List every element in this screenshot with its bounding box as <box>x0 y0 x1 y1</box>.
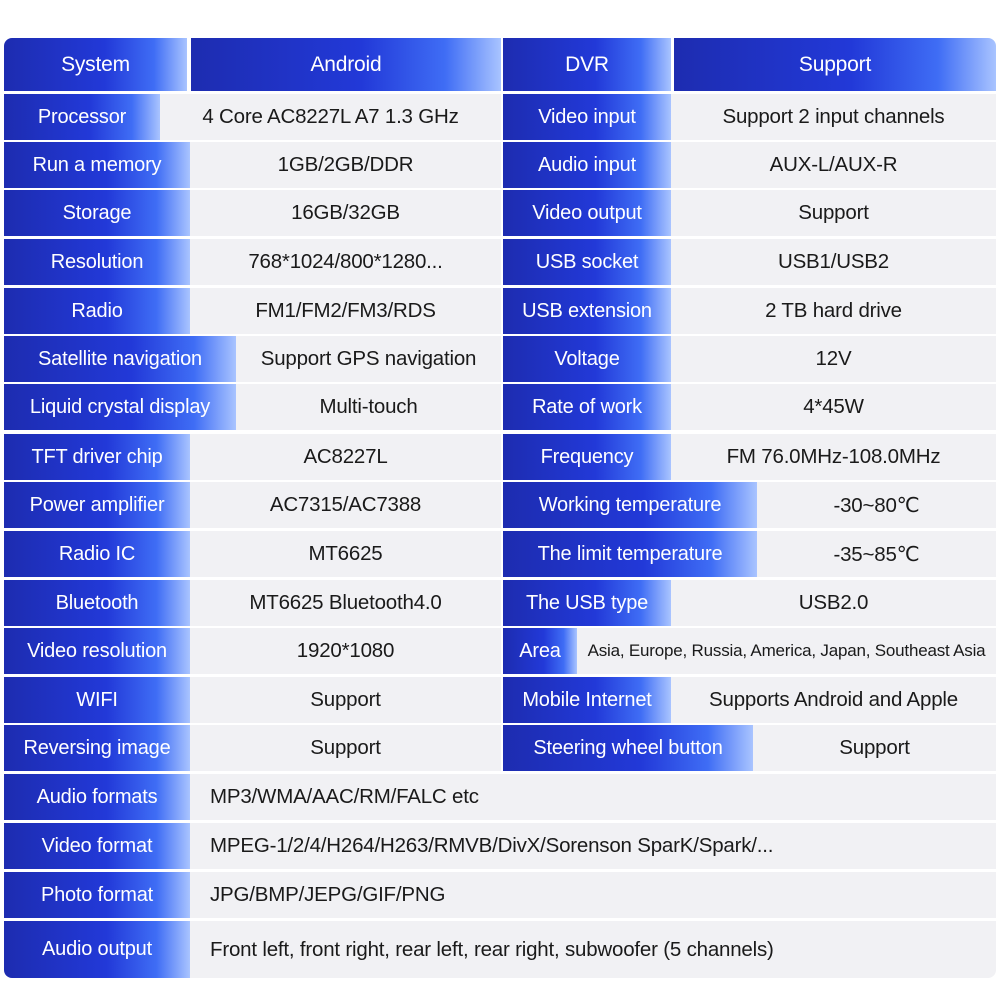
spec-label: Reversing image <box>4 725 190 771</box>
spec-value: Support GPS navigation <box>236 336 501 382</box>
spec-label: Audio output <box>4 921 190 978</box>
spec-label: Power amplifier <box>4 482 190 528</box>
spec-value: AC8227L <box>190 434 501 480</box>
header-system: System <box>4 38 187 91</box>
spec-value: FM 76.0MHz-108.0MHz <box>671 434 996 480</box>
header-android: Android <box>191 38 501 91</box>
spec-value: Asia, Europe, Russia, America, Japan, Southeast Asia <box>577 628 996 674</box>
spec-label: Run a memory <box>4 142 190 188</box>
spec-label: Video format <box>4 823 190 869</box>
spec-value: Support <box>190 725 501 771</box>
spec-label: Audio input <box>503 142 671 188</box>
spec-value: Multi-touch <box>236 384 501 430</box>
spec-label: Rate of work <box>503 384 671 430</box>
spec-value: Support <box>753 725 996 771</box>
header-dvr: DVR <box>503 38 671 91</box>
spec-value: MPEG-1/2/4/H264/H263/RMVB/DivX/Sorenson SparK/Spark/... <box>190 823 996 869</box>
spec-label: TFT driver chip <box>4 434 190 480</box>
spec-label: Bluetooth <box>4 580 190 626</box>
spec-label: Area <box>503 628 577 674</box>
spec-label: Video output <box>503 190 671 236</box>
spec-label: USB extension <box>503 288 671 334</box>
spec-value: -35~85℃ <box>757 531 996 577</box>
spec-label: Satellite navigation <box>4 336 236 382</box>
spec-value: MP3/WMA/AAC/RM/FALC etc <box>190 774 996 820</box>
spec-value: AUX-L/AUX-R <box>671 142 996 188</box>
spec-value: Support <box>671 190 996 236</box>
spec-value: 1GB/2GB/DDR <box>190 142 501 188</box>
spec-value: Support <box>190 677 501 723</box>
spec-label: Radio IC <box>4 531 190 577</box>
spec-label: Resolution <box>4 239 190 285</box>
spec-value: 1920*1080 <box>190 628 501 674</box>
spec-label: Radio <box>4 288 190 334</box>
spec-label: WIFI <box>4 677 190 723</box>
spec-label: Storage <box>4 190 190 236</box>
spec-label: The USB type <box>503 580 671 626</box>
spec-label: Video resolution <box>4 628 190 674</box>
spec-label: The limit temperature <box>503 531 757 577</box>
spec-label: Audio formats <box>4 774 190 820</box>
spec-value: -30~80℃ <box>757 482 996 528</box>
spec-value: AC7315/AC7388 <box>190 482 501 528</box>
spec-label: Photo format <box>4 872 190 918</box>
spec-label: Mobile Internet <box>503 677 671 723</box>
spec-value: 4*45W <box>671 384 996 430</box>
spec-value: MT6625 Bluetooth4.0 <box>190 580 501 626</box>
spec-label: Steering wheel button <box>503 725 753 771</box>
spec-value: 4 Core AC8227L A7 1.3 GHz <box>160 94 501 140</box>
spec-label: Working temperature <box>503 482 757 528</box>
spec-value: 12V <box>671 336 996 382</box>
spec-value: USB1/USB2 <box>671 239 996 285</box>
spec-label: Frequency <box>503 434 671 480</box>
spec-value: 768*1024/800*1280... <box>190 239 501 285</box>
spec-value: Supports Android and Apple <box>671 677 996 723</box>
spec-label: USB socket <box>503 239 671 285</box>
spec-label: Video input <box>503 94 671 140</box>
spec-value: JPG/BMP/JEPG/GIF/PNG <box>190 872 996 918</box>
spec-value: Front left, front right, rear left, rear right, subwoofer (5 channels) <box>190 921 996 978</box>
spec-value: 16GB/32GB <box>190 190 501 236</box>
spec-label: Processor <box>4 94 160 140</box>
spec-label: Voltage <box>503 336 671 382</box>
spec-value: FM1/FM2/FM3/RDS <box>190 288 501 334</box>
header-support: Support <box>674 38 996 91</box>
spec-table <box>4 38 996 978</box>
spec-value: USB2.0 <box>671 580 996 626</box>
spec-value: MT6625 <box>190 531 501 577</box>
spec-value: 2 TB hard drive <box>671 288 996 334</box>
spec-label: Liquid crystal display <box>4 384 236 430</box>
spec-value: Support 2 input channels <box>671 94 996 140</box>
